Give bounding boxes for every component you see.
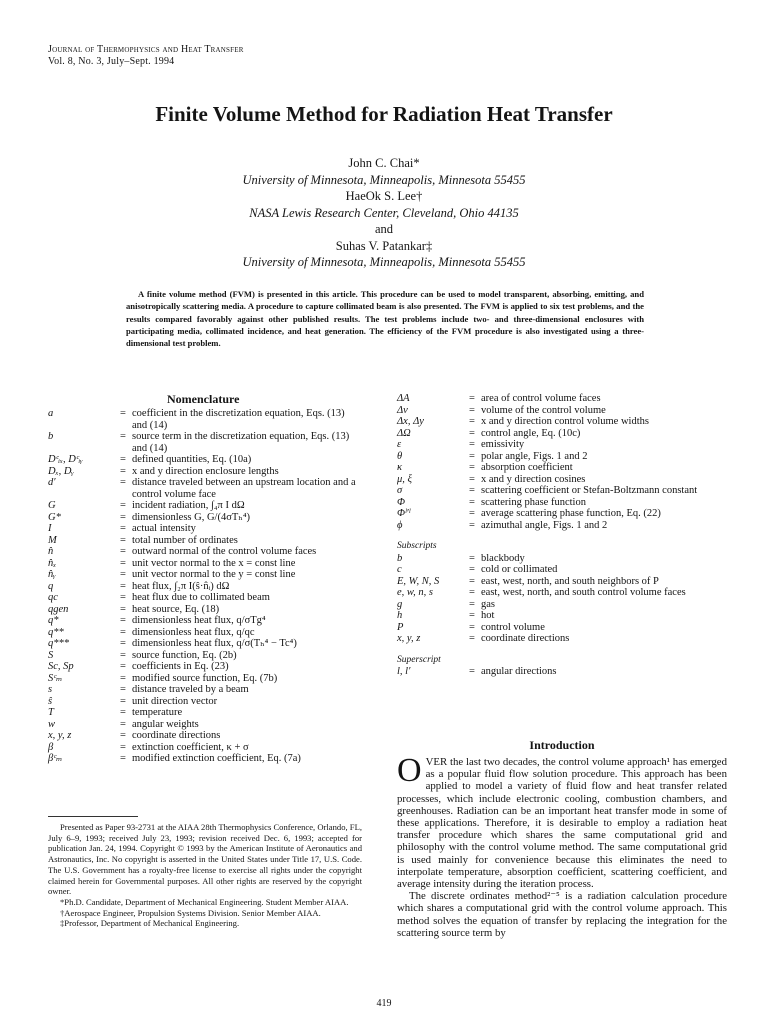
author-affiliation: University of Minnesota, Minneapolis, Minnesota 55455: [242, 255, 526, 269]
nomenclature-entry: [48, 638, 360, 650]
nomenclature-symbol: ΔΩ: [397, 427, 411, 439]
nomenclature-symbol: T: [48, 707, 54, 718]
equals-sign: =: [469, 564, 475, 575]
equals-sign: =: [469, 633, 475, 644]
nomenclature-symbol: ϕ: [397, 519, 403, 531]
nomenclature-definition: source term in the discretization equation, Eqs. (13) and (14): [132, 431, 350, 454]
nomenclature-symbol: β: [48, 741, 54, 753]
nomenclature-definition: control volume: [481, 621, 545, 633]
nomenclature-definition: total number of ordinates: [132, 534, 238, 546]
nomenclature-definition: coefficients in Eq. (23): [132, 661, 229, 672]
nomenclature-entry: [48, 661, 360, 673]
nomenclature-definition: modified extinction coefficient, Eq. (7a): [132, 753, 301, 764]
equals-sign: =: [469, 439, 475, 450]
equals-sign: =: [120, 638, 126, 649]
author-name: Suhas V. Patankar‡: [335, 238, 433, 253]
nomenclature-entry: [397, 666, 727, 678]
nomenclature-definition: incident radiation, ∫₄π I dΩ: [132, 500, 245, 511]
nomenclature-symbol: l, l′: [397, 666, 411, 677]
nomenclature-symbol: M: [48, 534, 57, 546]
nomenclature-symbol: θ: [397, 450, 403, 462]
author-affiliation: University of Minnesota, Minneapolis, Minnesota 55455: [242, 172, 526, 187]
nomenclature-entry: [48, 431, 360, 454]
nomenclature-symbol: qgen: [48, 603, 69, 615]
nomenclature-entry: [397, 599, 727, 611]
nomenclature-entry: [48, 730, 360, 742]
equals-sign: =: [469, 519, 475, 531]
author-name: John C. Chai*: [348, 156, 420, 170]
nomenclature-definition: scattering coefficient or Stefan-Boltzmann constant: [481, 485, 698, 496]
nomenclature-entry: [48, 673, 360, 685]
equals-sign: =: [120, 649, 126, 661]
nomenclature-definition: east, west, north, and south control volume faces: [481, 587, 686, 598]
author-block: [0, 155, 768, 271]
nomenclature-entry: [48, 753, 360, 765]
nomenclature-definition: average scattering phase function, Eq. (22): [481, 508, 661, 519]
nomenclature-symbol: G*: [48, 511, 61, 523]
nomenclature-definition: absorption coefficient: [481, 462, 573, 473]
nomenclature-entry: [397, 474, 727, 486]
nomenclature-symbol: a: [48, 408, 54, 419]
nomenclature-definition: heat flux, ∫₂π I(ŝ·n̂ᵢ) dΩ: [132, 580, 230, 592]
nomenclature-entry: [397, 485, 727, 497]
nomenclature-definition: defined quantities, Eq. (10a): [132, 454, 252, 465]
nomenclature-symbol: qc: [48, 592, 58, 603]
nomenclature-definition: distance traveled by a beam: [132, 684, 249, 695]
nomenclature-entry: [397, 428, 727, 440]
nomenclature-greek-list: [397, 393, 727, 531]
nomenclature-entry: [48, 558, 360, 570]
nomenclature-symbol: c: [397, 564, 402, 575]
equals-sign: =: [120, 557, 126, 569]
footnotes: [48, 822, 362, 929]
nomenclature-entry: [48, 650, 360, 662]
nomenclature-symbol: s: [48, 684, 53, 695]
nomenclature-entry: [397, 587, 727, 599]
nomenclature-definition: coefficient in the discretization equation, Eqs. (13) and (14): [132, 408, 345, 431]
nomenclature-symbol: ΔA: [397, 393, 410, 404]
nomenclature-definition: heat source, Eq. (18): [132, 603, 220, 615]
nomenclature-definition: actual intensity: [132, 523, 196, 534]
nomenclature-definition: x and y direction cosines: [481, 473, 586, 485]
nomenclature-definition: source function, Eq. (2b): [132, 649, 237, 661]
equals-sign: =: [120, 477, 126, 488]
nomenclature-definition: unit direction vector: [132, 695, 218, 707]
nomenclature-entry: [48, 742, 360, 754]
nomenclature-symbol: w: [48, 718, 56, 730]
nomenclature-entry: [48, 707, 360, 719]
footnote-divider: [48, 816, 138, 817]
nomenclature-symbol: Δv: [397, 404, 408, 416]
nomenclature-heading: Nomenclature: [167, 392, 240, 406]
nomenclature-symbol: σ: [397, 485, 403, 496]
nomenclature-symbol: q: [48, 580, 54, 592]
nomenclature-definition: cold or collimated: [481, 564, 558, 575]
journal-header: [48, 44, 244, 68]
nomenclature-definition: outward normal of the control volume faces: [132, 546, 317, 557]
subscripts-list: [397, 553, 727, 645]
nomenclature-symbol: ε: [397, 439, 402, 450]
nomenclature-definition: heat flux due to collimated beam: [132, 592, 270, 603]
superscripts-list: [397, 666, 727, 678]
equals-sign: =: [469, 416, 475, 427]
nomenclature-entry: [48, 615, 360, 627]
nomenclature-symbol: Sc, Sp: [48, 661, 74, 672]
nomenclature-symbol: b: [397, 552, 403, 564]
nomenclature-symbol: q***: [48, 638, 69, 649]
nomenclature-entry: [48, 500, 360, 512]
equals-sign: =: [469, 462, 475, 473]
journal-name: Journal of Thermophysics and Heat Transfer: [48, 44, 244, 55]
equals-sign: =: [469, 552, 475, 564]
author-name: HaeOk S. Lee†: [345, 189, 423, 203]
nomenclature-definition: x and y direction enclosure lengths: [132, 465, 279, 477]
nomenclature-entry: [48, 684, 360, 696]
equals-sign: =: [469, 575, 475, 587]
equals-sign: =: [120, 465, 126, 477]
page-number: 419: [376, 998, 392, 1009]
nomenclature-symbol: n̂: [48, 546, 54, 557]
introduction-heading: Introduction: [529, 738, 595, 752]
nomenclature-symbol: E, W, N, S: [397, 575, 440, 587]
nomenclature-entry: [397, 393, 727, 405]
introduction-body: [397, 752, 727, 939]
nomenclature-entry: [48, 477, 360, 500]
nomenclature-symbol: Φ: [397, 496, 405, 508]
superscript-heading: Superscript: [397, 654, 441, 665]
equals-sign: =: [469, 427, 475, 439]
nomenclature-entry: [397, 553, 727, 565]
nomenclature-symbol: Dₓ, Dᵧ: [48, 465, 74, 477]
equals-sign: =: [120, 569, 126, 580]
equals-sign: =: [120, 730, 126, 741]
nomenclature-entry: [48, 627, 360, 639]
equals-sign: =: [120, 408, 126, 419]
equals-sign: =: [120, 454, 126, 465]
equals-sign: =: [120, 626, 126, 638]
nomenclature-definition: area of control volume faces: [481, 393, 601, 404]
equals-sign: =: [120, 523, 126, 534]
abstract: A finite volume method (FVM) is presented in this article. This procedure can be used to model transparent, absorbing, emitting, and anisotropically scattering media. A procedure to capture collimated beam is also presented. The FVM is applied to six test problems, and the results compared favorably against other published results. The test problems include two- and three-dimensional enclosures with participating media, collimated incidence, and heat generation. The efficiency of the FVM procedure is also investigated using a three-dimensional test problem.: [126, 289, 644, 349]
nomenclature-definition: extinction coefficient, κ + σ: [132, 741, 249, 753]
equals-sign: =: [120, 615, 126, 626]
nomenclature-entry: [48, 696, 360, 708]
nomenclature-definition: hot: [481, 610, 495, 621]
nomenclature-definition: blackbody: [481, 552, 525, 564]
nomenclature-definition: angular weights: [132, 718, 199, 730]
equals-sign: =: [120, 511, 126, 523]
nomenclature-entry: [397, 564, 727, 576]
footnote: †Aerospace Engineer, Propulsion Systems Division. Senior Member AIAA.: [60, 907, 321, 918]
nomenclature-definition: dimensionless heat flux, q/qc: [132, 626, 255, 638]
nomenclature-entry: [48, 581, 360, 593]
equals-sign: =: [120, 661, 126, 672]
nomenclature-entry: [397, 405, 727, 417]
nomenclature-symbol: b: [48, 431, 54, 442]
equals-sign: =: [120, 718, 126, 730]
nomenclature-entry: [48, 408, 360, 431]
nomenclature-definition: east, west, north, and south neighbors of P: [481, 575, 659, 587]
nomenclature-symbol: d′: [48, 477, 56, 488]
equals-sign: =: [120, 580, 126, 592]
equals-sign: =: [120, 592, 126, 603]
equals-sign: =: [469, 404, 475, 416]
nomenclature-definition: dimensionless heat flux, q/σ(Tₕ⁴ − Tc⁴): [132, 638, 297, 649]
and-word: and: [374, 222, 394, 236]
nomenclature-symbol: G: [48, 500, 56, 511]
nomenclature-symbol: ŝ: [48, 695, 53, 707]
equals-sign: =: [469, 485, 475, 496]
nomenclature-definition: dimensionless G, G/(4σTₕ⁴): [132, 511, 250, 523]
equals-sign: =: [120, 500, 126, 511]
nomenclature-entry: [397, 610, 727, 622]
nomenclature-entry: [397, 416, 727, 428]
nomenclature-entry: [397, 462, 727, 474]
equals-sign: =: [120, 672, 126, 684]
nomenclature-symbol: Φˡ′ˡ: [397, 508, 411, 519]
nomenclature-definition: control angle, Eq. (10c): [481, 427, 581, 439]
intro-paragraph-text: VER the last two decades, the control volume approach¹ has emerged as a popular fluid flow solution procedure. This approach has been applied to model a variety of fluid flow and heat transfer related processes, which include electronic cooling, combustion chambers, and greenhouses. Radiation can be an important heat transfer mode in some of these applications. Therefore, it is desirable to employ a radiation heat transfer procedure which shares the same computational grid and philosophy with the control volume method. The same computational grid is used mainly for convenience because this eliminates the need to interpolate temperature, absorption coefficient, scattering coefficient, and average intensity during the iteration process.: [397, 756, 727, 891]
nomenclature-entry: [397, 576, 727, 588]
nomenclature-definition: x and y direction control volume widths: [481, 416, 649, 427]
equals-sign: =: [469, 610, 475, 621]
nomenclature-entry: [397, 451, 727, 463]
nomenclature-symbol: S: [48, 649, 54, 661]
nomenclature-symbol: I: [48, 523, 52, 534]
equals-sign: =: [469, 450, 475, 462]
nomenclature-symbol: P: [397, 621, 404, 633]
nomenclature-symbol: Dᶜᵢₓ, Dᶜᵢᵧ: [48, 454, 83, 465]
nomenclature-entry: [48, 592, 360, 604]
nomenclature-symbol: Δx, Δy: [397, 416, 424, 427]
nomenclature-entry: [48, 569, 360, 581]
paper-title: Finite Volume Method for Radiation Heat Transfer: [155, 102, 613, 126]
equals-sign: =: [120, 603, 126, 615]
nomenclature-definition: coordinate directions: [481, 633, 570, 644]
nomenclature-symbol: Sᶜₘ: [48, 672, 63, 684]
nomenclature-definition: distance traveled between an upstream location and a control volume face: [132, 477, 356, 500]
nomenclature-entry: [48, 604, 360, 616]
nomenclature-symbol: x, y, z: [48, 730, 72, 741]
footnote: ‡Professor, Department of Mechanical Engineering.: [60, 918, 240, 929]
nomenclature-definition: angular directions: [481, 666, 557, 677]
nomenclature-entry: [397, 497, 727, 509]
equals-sign: =: [120, 707, 126, 718]
intro-paragraph: The discrete ordinates method²⁻⁵ is a radiation calculation procedure which shares a computational grid with the control volume approach. This method solves the equation of transfer by replacing the integration for the scattering source term by: [397, 890, 727, 939]
equals-sign: =: [469, 473, 475, 485]
nomenclature-definition: scattering phase function: [481, 496, 586, 508]
nomenclature-symbol: βᶜₘ: [48, 753, 63, 764]
nomenclature-symbol: h: [397, 610, 403, 621]
nomenclature-entry: [48, 523, 360, 535]
nomenclature-entry: [48, 719, 360, 731]
nomenclature-right-column: [397, 393, 727, 678]
equals-sign: =: [120, 546, 126, 557]
nomenclature-entry: [48, 546, 360, 558]
nomenclature-entry: [397, 622, 727, 634]
equals-sign: =: [469, 393, 475, 404]
nomenclature-definition: gas: [481, 598, 495, 610]
equals-sign: =: [120, 431, 126, 442]
equals-sign: =: [469, 598, 475, 610]
nomenclature-entry: [48, 454, 360, 466]
nomenclature-symbol: q*: [48, 615, 59, 626]
nomenclature-entry: [48, 535, 360, 547]
nomenclature-entry: [397, 520, 727, 532]
nomenclature-entry: [397, 508, 727, 520]
equals-sign: =: [120, 684, 126, 695]
nomenclature-definition: emissivity: [481, 439, 525, 450]
equals-sign: =: [469, 508, 475, 519]
nomenclature-symbol: e, w, n, s: [397, 587, 433, 598]
nomenclature-definition: temperature: [132, 707, 183, 718]
nomenclature-entry: [397, 439, 727, 451]
nomenclature-symbol: κ: [397, 462, 403, 473]
intro-paragraph: [397, 752, 727, 891]
nomenclature-symbol: n̂ᵧ: [48, 569, 56, 580]
author-affiliation: NASA Lewis Research Center, Cleveland, Ohio 44135: [249, 205, 519, 220]
nomenclature-definition: modified source function, Eq. (7b): [132, 672, 278, 684]
nomenclature-entry: [397, 633, 727, 645]
equals-sign: =: [120, 753, 126, 764]
nomenclature-definition: unit vector normal to the y = const line: [132, 569, 296, 580]
subscripts-heading: Subscripts: [397, 541, 437, 551]
equals-sign: =: [469, 621, 475, 633]
nomenclature-symbol: μ, ξ: [397, 473, 413, 485]
nomenclature-symbol: n̂ₓ: [48, 557, 57, 569]
equals-sign: =: [469, 587, 475, 598]
nomenclature-symbol: q**: [48, 626, 64, 638]
equals-sign: =: [120, 695, 126, 707]
equals-sign: =: [469, 666, 475, 677]
nomenclature-entry: [48, 466, 360, 478]
equals-sign: =: [469, 496, 475, 508]
nomenclature-definition: volume of the control volume: [481, 404, 606, 416]
nomenclature-symbol: g: [397, 598, 403, 610]
journal-volume: Vol. 8, No. 3, July–Sept. 1994: [48, 56, 175, 67]
footnote: Presented as Paper 93-2731 at the AIAA 28th Thermophysics Conference, Orlando, FL, July 6–9, 1993; received July 23, 1993; revision received Dec. 6, 1993; accepted for publication Jan. 24, 1994. Copyright © 1993 by the American Institute of Aeronautics and Astronautics, Inc. No copyright is asserted in the United States under Title 17, U.S. Code. The U.S. Government has a royalty-free license to exercise all rights under the copyright claimed herein for Governmental purposes. All other rights are reserved by the copyright owner.: [48, 822, 362, 897]
footnote: *Ph.D. Candidate, Department of Mechanical Engineering. Student Member AIAA.: [60, 896, 349, 907]
nomenclature-entry: [48, 512, 360, 524]
drop-cap: O: [397, 752, 422, 789]
nomenclature-symbol: x, y, z: [397, 633, 421, 644]
nomenclature-left-list: [48, 408, 360, 765]
nomenclature-definition: unit vector normal to the x = const line: [132, 557, 296, 569]
nomenclature-definition: dimensionless heat flux, q/σTg⁴: [132, 615, 266, 626]
nomenclature-definition: coordinate directions: [132, 730, 221, 741]
equals-sign: =: [120, 534, 126, 546]
nomenclature-definition: azimuthal angle, Figs. 1 and 2: [481, 519, 608, 531]
equals-sign: =: [120, 741, 126, 753]
nomenclature-definition: polar angle, Figs. 1 and 2: [481, 450, 588, 462]
